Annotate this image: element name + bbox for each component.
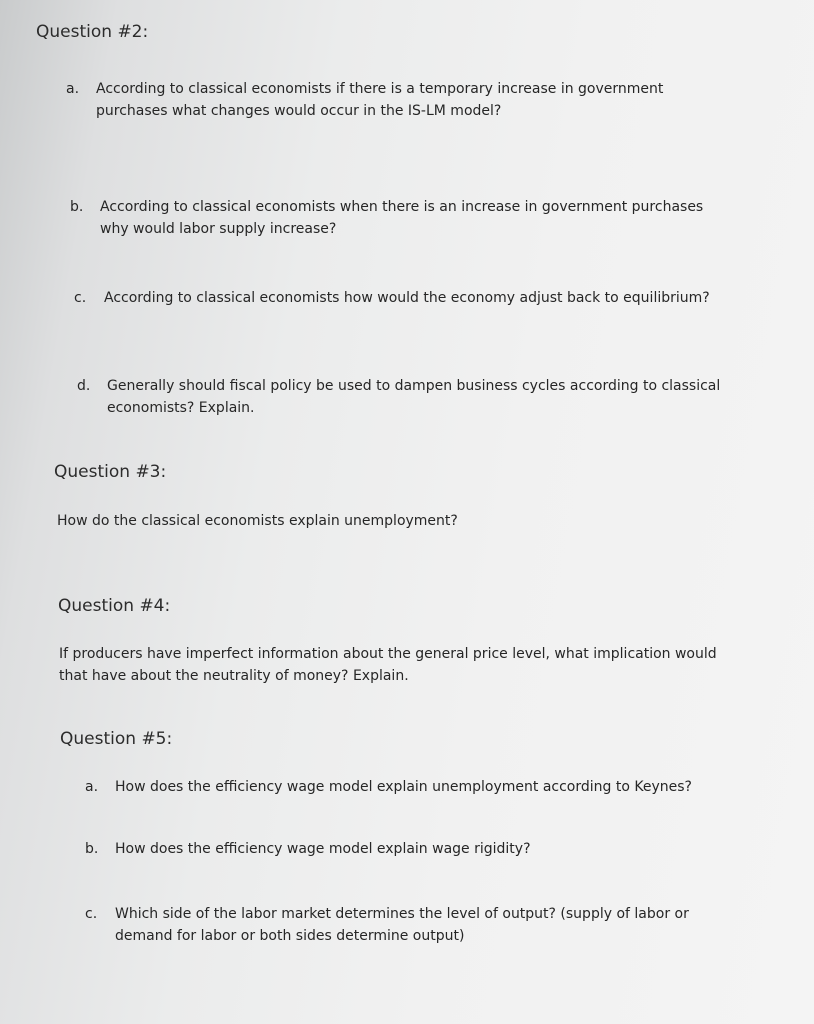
question-2b	[70, 196, 730, 240]
question-5a	[85, 776, 785, 798]
question-5-heading: Question #5:	[60, 729, 173, 749]
question-5c	[85, 903, 725, 947]
question-3-heading: Question #3:	[54, 462, 167, 482]
item-letter: b.	[70, 199, 84, 215]
question-2c	[74, 287, 774, 309]
item-letter: c.	[74, 290, 87, 306]
item-text: According to classical economists if there is a temporary increase in government purchases what changes would occur in the IS-LM model?	[96, 81, 664, 119]
question-5b	[85, 838, 785, 860]
item-text: According to classical economists how would the economy adjust back to equilibrium?	[104, 290, 710, 306]
question-2-heading: Question #2:	[36, 22, 149, 42]
item-letter: a.	[66, 81, 80, 97]
item-text: According to classical economists when there is an increase in government purchases why would labor supply increase?	[100, 199, 704, 237]
item-letter: a.	[85, 779, 99, 795]
item-text: How does the efficiency wage model explain wage rigidity?	[115, 841, 531, 857]
item-letter: c.	[85, 906, 98, 922]
question-3-text: How do the classical economists explain unemployment?	[57, 513, 458, 529]
item-text: How does the efficiency wage model explain unemployment according to Keynes?	[115, 779, 692, 795]
item-text: Generally should fiscal policy be used to dampen business cycles according to classical economists? Explain.	[107, 378, 721, 416]
question-2d	[77, 375, 737, 419]
item-letter: b.	[85, 841, 99, 857]
question-2a	[66, 78, 706, 122]
question-4-heading: Question #4:	[58, 596, 171, 616]
item-text: Which side of the labor market determines the level of output? (supply of labor or demand for labor or both sides determine output)	[115, 906, 689, 944]
question-4-text: If producers have imperfect information about the general price level, what implication would that have about the neutrality of money? Explain.	[59, 646, 717, 684]
item-letter: d.	[77, 378, 91, 394]
